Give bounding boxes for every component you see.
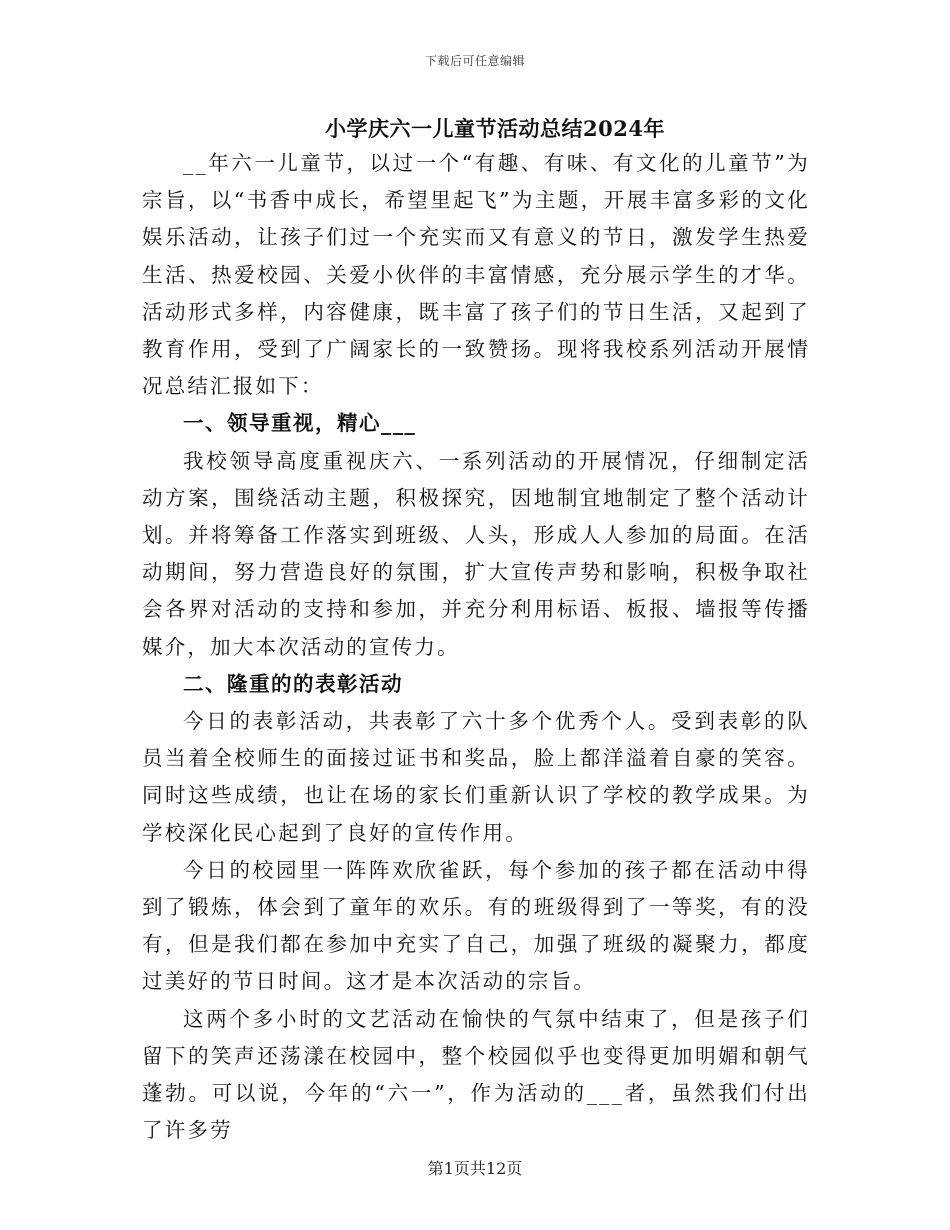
page-header-note: 下载后可任意编辑 <box>424 54 525 68</box>
document-body <box>142 145 810 1149</box>
section-heading-2: 二、隆重的的表彰活动 <box>183 671 403 696</box>
document-title: 小学庆六一儿童节活动总结2024年 <box>325 116 665 141</box>
paragraph-award: 今日的表彰活动，共表彰了六十多个优秀个人。受到表彰的队员当着全校师生的面接过证书和奖品，脸上都洋溢着自豪的笑容。同时这些成绩，也让在场的家长们重新认识了学校的教学成果。为学校深化民心起到了良好的宣传作用。 <box>142 709 810 845</box>
section-heading-1: 一、领导重视，精心___ <box>183 411 417 436</box>
paragraph-intro: __年六一儿童节，以过一个“有趣、有味、有文化的儿童节”为宗旨，以“书香中成长，希望里起飞”为主题，开展丰富多彩的文化娱乐活动，让孩子们过一个充实而又有意义的节日，激发学生热爱生活、热爱校园、关爱小伙伴的丰富情感，充分展示学生的才华。活动形式多样，内容健康，既丰富了孩子们的节日生活，又起到了教育作用，受到了广阔家长的一致赞扬。现将我校系列活动开展情况总结汇报如下： <box>142 151 810 399</box>
paragraph-campus: 今日的校园里一阵阵欢欣雀跃，每个参加的孩子都在活动中得到了锻炼，体会到了童年的欢乐。有的班级得到了一等奖，有的没有，但是我们都在参加中充实了自己，加强了班级的凝聚力，都度过美好的节日时间。这才是本次活动的宗旨。 <box>142 857 810 994</box>
page-number: 第1页共12页 <box>427 1159 523 1178</box>
paragraph-section-1: 我校领导高度重视庆六、一系列活动的开展情况，仔细制定活动方案，围绕活动主题，积极探究，因地制宜地制定了整个活动计划。并将筹备工作落实到班级、人头，形成人人参加的局面。在活动期间，努力营造良好的氛围，扩大宣传声势和影响，积极争取社会各界对活动的支持和参加，并充分利用标语、板报、墙报等传播媒介，加大本次活动的宣传力。 <box>142 448 810 659</box>
paragraph-closing: 这两个多小时的文艺活动在愉快的气氛中结束了，但是孩子们留下的笑声还荡漾在校园中，整个校园似乎也变得更加明媚和朝气蓬勃。可以说，今年的“六一”，作为活动的___者，虽然我们付出了许多劳 <box>142 1006 810 1143</box>
